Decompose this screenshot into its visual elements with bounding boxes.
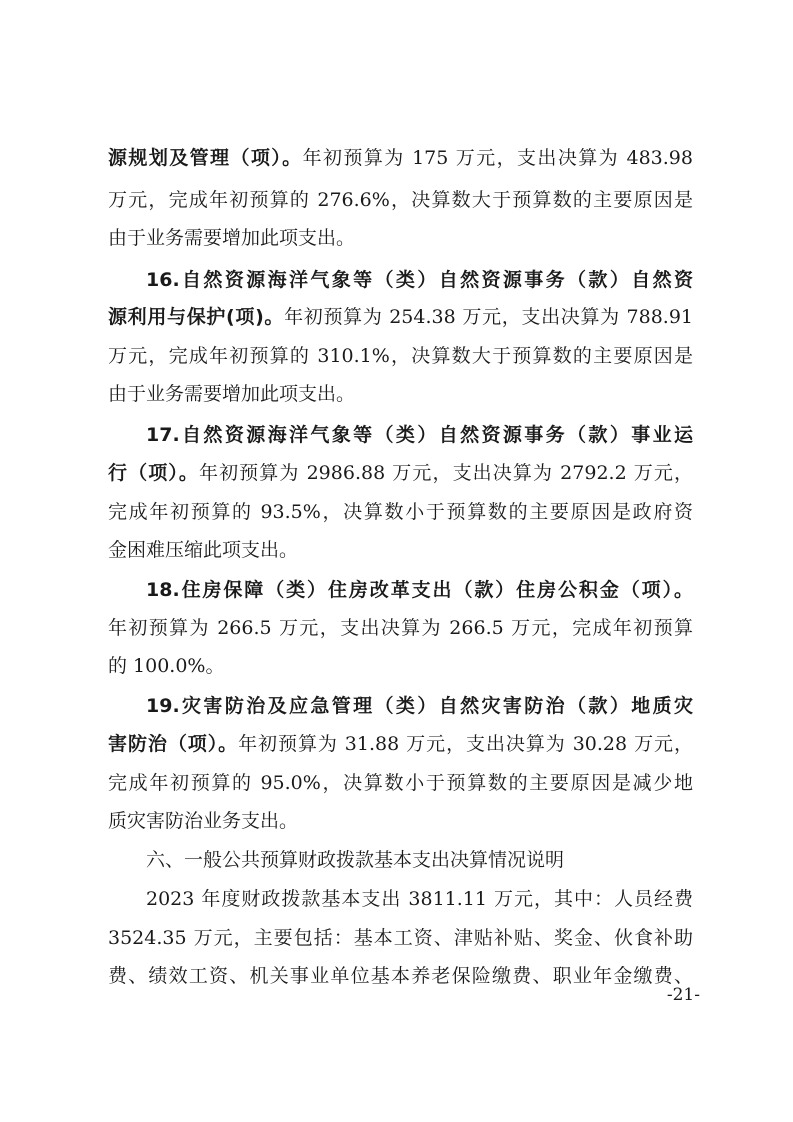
body-text: 费、绩效工资、机关事业单位基本养老保险缴费、职业年金缴费、 — [108, 965, 693, 987]
body-text: 完成年初预算的 95.0%，决算数小于预算数的主要原因是减少地 — [108, 772, 693, 794]
paragraph-line — [108, 610, 693, 646]
paragraph-line — [108, 726, 693, 762]
body-text: 的 100.0%。 — [108, 655, 225, 677]
body-text: 质灾害防治业务支出。 — [108, 810, 299, 832]
paragraph-line — [108, 376, 693, 412]
body-text: 金困难压缩此项支出。 — [108, 539, 299, 561]
paragraph-line — [108, 455, 693, 491]
item-heading: 行（项）。 — [108, 462, 199, 484]
paragraph-line — [108, 182, 693, 218]
paragraph-line — [108, 648, 693, 684]
body-text: 万元，完成年初预算的 310.1%，决算数大于预算数的主要原因是 — [108, 345, 693, 367]
body-text: 由于业务需要增加此项支出。 — [108, 383, 356, 405]
paragraph-line — [146, 262, 693, 298]
paragraph-line — [146, 688, 693, 724]
item-heading: 18.住房保障（类）住房改革支出（款）住房公积金（项）。 — [146, 579, 693, 601]
page-number: -21- — [666, 985, 700, 1005]
body-text: 年初预算为 254.38 万元，支出决算为 788.91 — [284, 306, 693, 328]
paragraph-line — [146, 572, 693, 608]
item-heading: 害防治（项）。 — [108, 733, 239, 755]
body-text: 年初预算为 266.5 万元，支出决算为 266.5 万元，完成年初预算 — [108, 617, 693, 639]
item-heading: 源规划及管理（项）。 — [108, 147, 303, 169]
paragraph-line — [108, 765, 693, 801]
paragraph-line — [146, 417, 693, 453]
paragraph-line — [108, 803, 693, 839]
section-heading — [146, 842, 693, 878]
section-heading-text: 六、一般公共预算财政拨款基本支出决算情况说明 — [146, 849, 565, 871]
paragraph-line — [108, 958, 693, 994]
body-text: 2023 年度财政拨款基本支出 3811.11 万元，其中：人员经费 — [146, 888, 693, 910]
paragraph-line — [108, 299, 693, 335]
item-heading: 16.自然资源海洋气象等（类）自然资源事务（款）自然资 — [146, 269, 693, 291]
paragraph-line — [108, 140, 693, 176]
paragraph-line — [108, 494, 693, 530]
body-text: 年初预算为 175 万元，支出决算为 483.98 — [302, 147, 693, 169]
paragraph-line — [108, 532, 693, 568]
item-heading: 17.自然资源海洋气象等（类）自然资源事务（款）事业运 — [146, 424, 693, 446]
body-text: 3524.35 万元，主要包括：基本工资、津贴补贴、奖金、伙食补助 — [108, 927, 693, 949]
body-text: 完成年初预算的 93.5%，决算数小于预算数的主要原因是政府资 — [108, 501, 693, 523]
paragraph-line — [108, 338, 693, 374]
body-text: 万元，完成年初预算的 276.6%，决算数大于预算数的主要原因是 — [108, 189, 693, 211]
item-heading: 19.灾害防治及应急管理（类）自然灾害防治（款）地质灾 — [146, 695, 693, 717]
item-heading: 源利用与保护(项)。 — [108, 306, 285, 328]
paragraph-line — [146, 881, 693, 917]
body-text: 由于业务需要增加此项支出。 — [108, 227, 356, 249]
paragraph-line — [108, 920, 693, 956]
body-text: 年初预算为 2986.88 万元，支出决算为 2792.2 万元， — [198, 462, 693, 484]
body-text: 年初预算为 31.88 万元，支出决算为 30.28 万元， — [238, 733, 693, 755]
paragraph-line — [108, 220, 693, 256]
